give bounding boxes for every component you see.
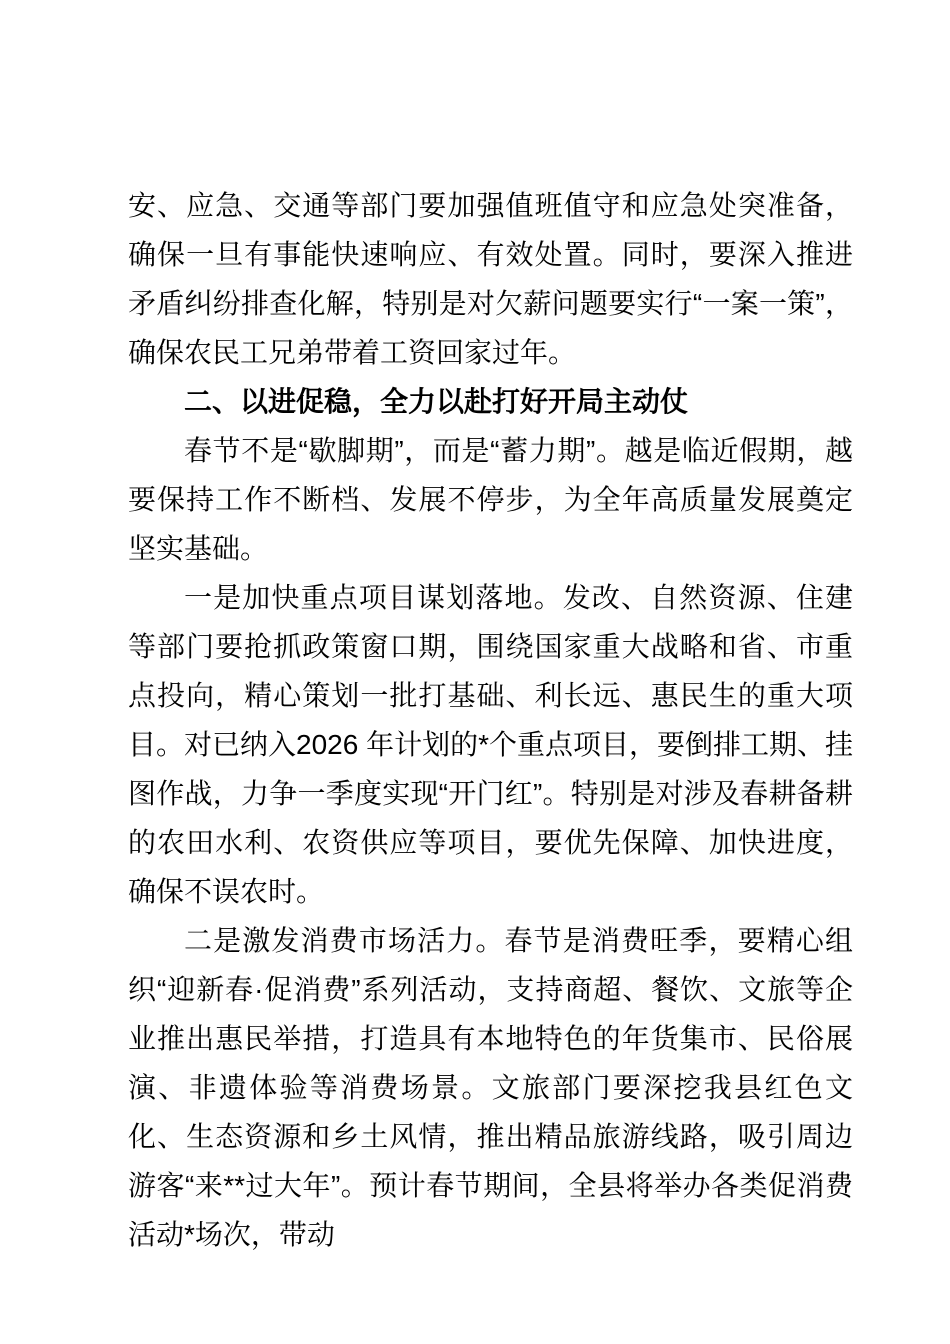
paragraph: 一是加快重点项目谋划落地。发改、自然资源、住建等部门要抢抓政策窗口期，围绕国家重大战略和省、市重点投向，精心策划一批打基础、利长远、惠民生的重大项目。对已纳入2026 年计划的*个重点项目，要倒排工期、挂图作战，力争一季度实现“开门红”。特别是对涉及春耕备耕的农田水利、农资供应等项目，要优先保障、加快进度，确保不误农时。 (128, 582, 853, 907)
paragraph: 二是激发消费市场活力。春节是消费旺季，要精心组织“迎新春·促消费”系列活动，支持商超、餐饮、文旅等企业推出惠民举措，打造具有本地特色的年货集市、民俗展演、非遗体验等消费场景。文旅部门要深挖我县红色文化、生态资源和乡土风情，推出精品旅游线路，吸引周边游客“来**过大年”。预计春节期间，全县将举办各类促消费活动*场次，带动 (128, 925, 853, 1250)
section-heading: 二、以进促稳，全力以赴打好开局主动仗 (184, 386, 689, 417)
paragraph: 春节不是“歇脚期”，而是“蓄力期”。越是临近假期，越要保持工作不断档、发展不停步，为全年高质量发展奠定坚实基础。 (128, 435, 853, 564)
paragraph-continued-from-previous-page: 安、应急、交通等部门要加强值班值守和应急处突准备，确保一旦有事能快速响应、有效处置。同时，要深入推进矛盾纠纷排查化解，特别是对欠薪问题要实行“一案一策”，确保农民工兄弟带着工资回家过年。 (128, 190, 853, 368)
